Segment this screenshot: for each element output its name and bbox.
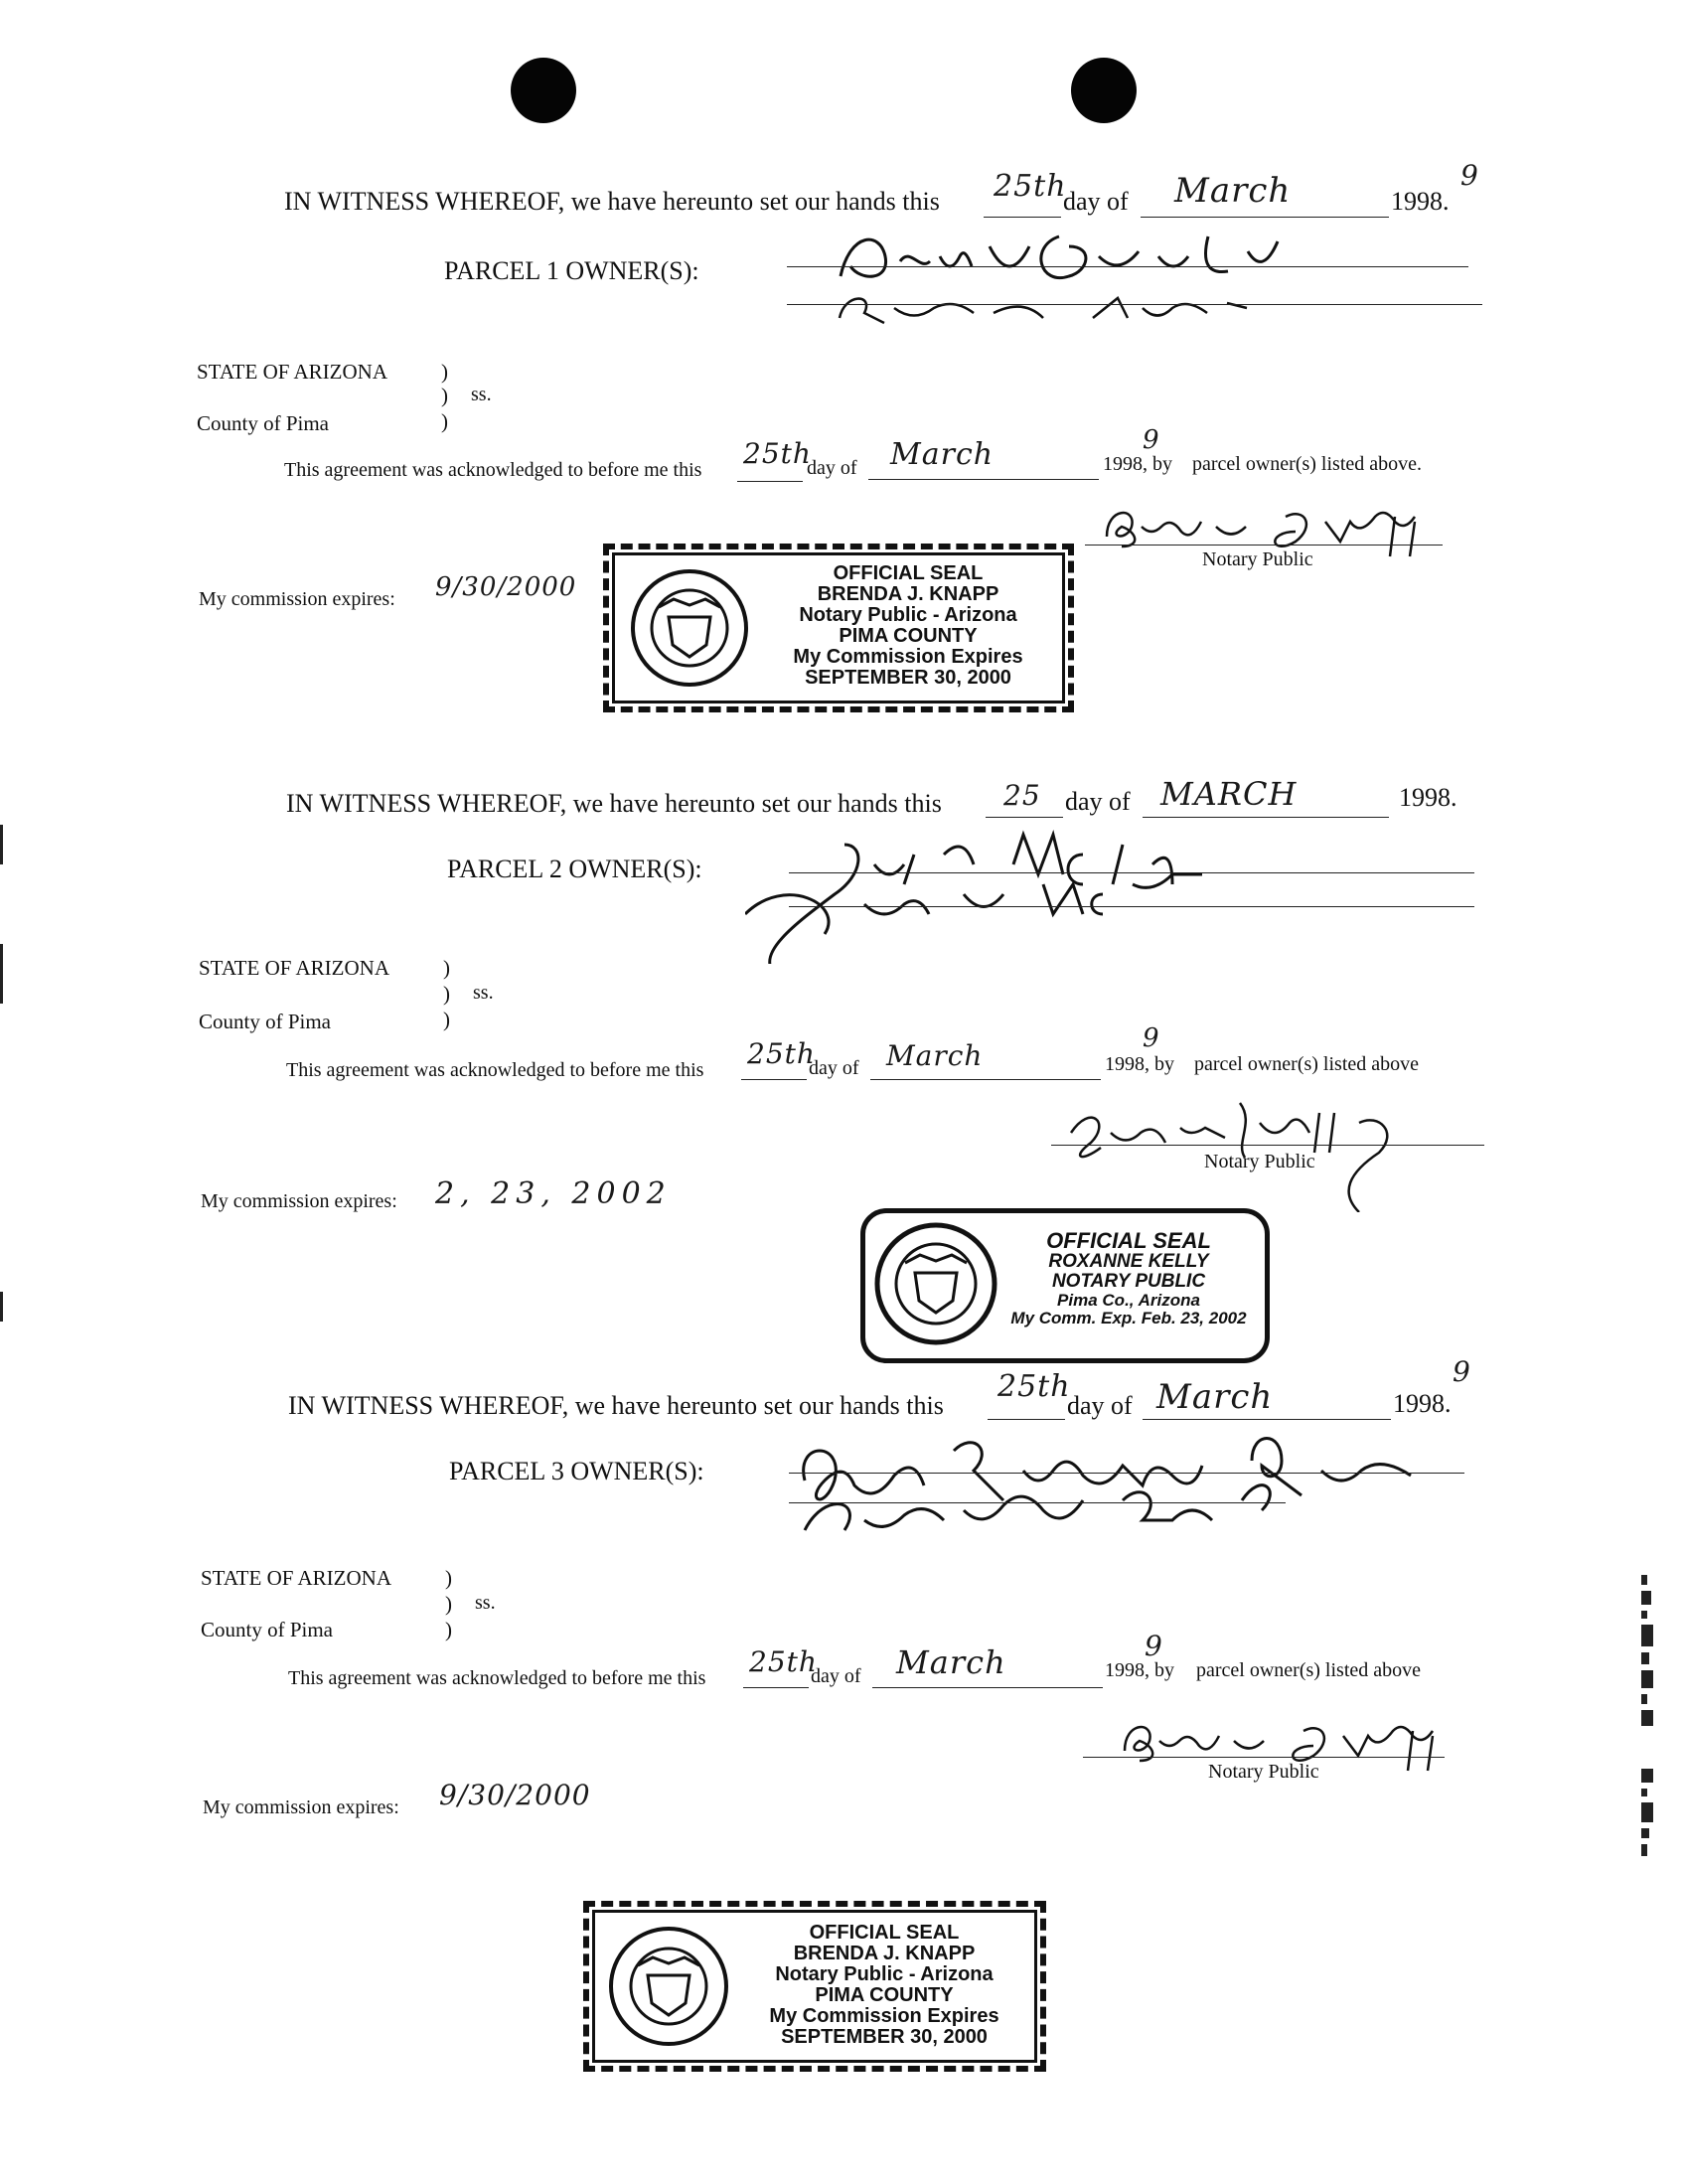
owner-line-1 bbox=[789, 1473, 1464, 1474]
notary-seal-3 bbox=[592, 1910, 1037, 2063]
ack-day-of: day of bbox=[811, 1665, 861, 1687]
ack-year: 1998, by bbox=[1105, 1659, 1174, 1681]
witness-month: March bbox=[1156, 1377, 1274, 1417]
witness-day: 25th bbox=[994, 169, 1067, 204]
seal-line: SEPTEMBER 30, 2000 bbox=[805, 667, 1011, 689]
seal-line: OFFICIAL SEAL bbox=[809, 1922, 960, 1944]
seal-line: OFFICIAL SEAL bbox=[1046, 1228, 1211, 1253]
owner-line-1 bbox=[787, 266, 1468, 267]
notary-label: Notary Public bbox=[1202, 548, 1313, 570]
ack-text: This agreement was acknowledged to before me this bbox=[288, 1667, 706, 1689]
punch-hole-right bbox=[1071, 58, 1137, 123]
seal-line: My Comm. Exp. Feb. 23, 2002 bbox=[1010, 1308, 1247, 1327]
year-correction: 9 bbox=[1453, 1355, 1471, 1388]
ack-day-of: day of bbox=[809, 1057, 859, 1079]
state-seal-emblem bbox=[873, 1221, 998, 1346]
ack-day: 25th bbox=[743, 437, 812, 470]
owner-signature-1 bbox=[831, 227, 1317, 288]
seal-line: Notary Public - Arizona bbox=[799, 604, 1017, 626]
margin-mark bbox=[0, 1292, 3, 1322]
notary-seal-2 bbox=[860, 1208, 1270, 1363]
ack-month: March bbox=[890, 437, 995, 472]
paren: ) bbox=[443, 1008, 450, 1031]
owner-line-2 bbox=[789, 1502, 1286, 1503]
owner-line-2 bbox=[787, 304, 1482, 305]
seal-line: Notary Public - Arizona bbox=[775, 1963, 994, 1985]
witness-month: March bbox=[1174, 171, 1292, 211]
notary-line bbox=[1085, 545, 1443, 546]
witness-text: we have hereunto set our hands this bbox=[570, 187, 940, 216]
state-seal-emblem bbox=[607, 1925, 730, 2048]
ack-day-blank bbox=[741, 1079, 807, 1080]
witness-text: we have hereunto set our hands this bbox=[572, 789, 942, 818]
side-barcode bbox=[1641, 1769, 1657, 1862]
day-blank bbox=[986, 817, 1063, 818]
seal-line: BRENDA J. KNAPP bbox=[817, 583, 999, 605]
seal-line: BRENDA J. KNAPP bbox=[793, 1943, 976, 1964]
owner-signature-1 bbox=[745, 825, 1242, 964]
month-blank bbox=[1141, 217, 1389, 218]
ss-label: ss. bbox=[473, 982, 494, 1004]
day-blank bbox=[988, 1419, 1065, 1420]
commission-value: 9/30/2000 bbox=[435, 572, 577, 602]
state-label: STATE OF ARIZONA bbox=[199, 956, 389, 980]
ack-month: March bbox=[896, 1643, 1006, 1681]
seal-line: NOTARY PUBLIC bbox=[1051, 1271, 1206, 1293]
paren: ) bbox=[443, 982, 450, 1006]
paren: ) bbox=[441, 409, 448, 433]
witness-line bbox=[284, 187, 940, 217]
county-label: County of Pima bbox=[199, 1010, 332, 1033]
state-label: STATE OF ARIZONA bbox=[197, 360, 387, 384]
seal-line: My Commission Expires bbox=[793, 646, 1023, 668]
notary-line bbox=[1083, 1757, 1445, 1758]
witness-lead: IN WITNESS WHEREOF, bbox=[284, 187, 565, 216]
commission-label: My commission expires: bbox=[199, 588, 395, 610]
seal-line: Pima Co., Arizona bbox=[1057, 1290, 1200, 1310]
commission-label: My commission expires: bbox=[203, 1796, 399, 1818]
paren: ) bbox=[441, 360, 448, 384]
ack-month-blank bbox=[870, 1079, 1101, 1080]
witness-day: 25th bbox=[997, 1369, 1071, 1404]
seal-line: ROXANNE KELLY bbox=[1048, 1251, 1209, 1273]
paren: ) bbox=[445, 1566, 452, 1590]
witness-month: MARCH bbox=[1160, 775, 1298, 813]
seal-line: My Commission Expires bbox=[769, 2005, 999, 2027]
ack-tail: parcel owner(s) listed above bbox=[1194, 1053, 1420, 1075]
notary-label: Notary Public bbox=[1204, 1151, 1315, 1172]
margin-mark bbox=[0, 825, 3, 864]
state-label: STATE OF ARIZONA bbox=[201, 1566, 391, 1590]
punch-hole-left bbox=[511, 58, 576, 123]
owner-label: PARCEL 1 OWNER(S): bbox=[444, 256, 699, 285]
witness-year: 1998. bbox=[1391, 187, 1450, 216]
owner-line-2 bbox=[789, 906, 1474, 907]
side-barcode bbox=[1641, 1575, 1657, 1732]
commission-label: My commission expires: bbox=[201, 1190, 397, 1212]
notary-label: Notary Public bbox=[1208, 1761, 1319, 1783]
state-seal-emblem bbox=[629, 567, 750, 689]
notary-line bbox=[1051, 1145, 1484, 1146]
ack-day-blank bbox=[743, 1687, 809, 1688]
ack-year-correction: 9 bbox=[1143, 1023, 1160, 1053]
seal-line: SEPTEMBER 30, 2000 bbox=[781, 2026, 988, 2048]
commission-value: 9/30/2000 bbox=[439, 1779, 591, 1811]
ack-tail: parcel owner(s) listed above bbox=[1196, 1659, 1422, 1681]
paren: ) bbox=[445, 1618, 452, 1641]
county-label: County of Pima bbox=[201, 1618, 334, 1641]
ack-text: This agreement was acknowledged to before me this bbox=[284, 459, 702, 481]
seal-line: OFFICIAL SEAL bbox=[833, 562, 984, 584]
ack-year: 1998, by bbox=[1105, 1053, 1174, 1075]
seal-text bbox=[1004, 1229, 1253, 1327]
witness-text: we have hereunto set our hands this bbox=[574, 1391, 944, 1420]
owner-label: PARCEL 3 OWNER(S): bbox=[449, 1457, 704, 1485]
ack-year-correction: 9 bbox=[1143, 425, 1160, 455]
witness-year: 1998. bbox=[1393, 1389, 1452, 1418]
witness-year: 1998. bbox=[1399, 783, 1457, 812]
owner-signature-1 bbox=[785, 1421, 1441, 1540]
ack-day: 25th bbox=[749, 1645, 818, 1678]
commission-value: 2, 23, 2002 bbox=[435, 1176, 672, 1211]
ack-year: 1998, by bbox=[1103, 453, 1172, 475]
month-blank bbox=[1143, 1419, 1391, 1420]
ack-day-blank bbox=[737, 481, 803, 482]
witness-line bbox=[286, 789, 942, 819]
seal-text bbox=[764, 563, 1052, 689]
ss-label: ss. bbox=[475, 1592, 496, 1614]
day-blank bbox=[984, 217, 1061, 218]
ack-text: This agreement was acknowledged to before me this bbox=[286, 1059, 704, 1081]
paren: ) bbox=[441, 384, 448, 407]
paren: ) bbox=[445, 1592, 452, 1616]
seal-line: PIMA COUNTY bbox=[839, 625, 978, 647]
seal-text bbox=[740, 1923, 1028, 2048]
witness-lead: IN WITNESS WHEREOF, bbox=[286, 789, 567, 818]
margin-mark bbox=[0, 944, 3, 1004]
day-of-label: day of bbox=[1063, 187, 1129, 216]
ack-day: 25th bbox=[747, 1037, 816, 1070]
year-correction: 9 bbox=[1460, 159, 1479, 192]
month-blank bbox=[1143, 817, 1389, 818]
ack-month-blank bbox=[868, 479, 1099, 480]
owner-signature-2 bbox=[835, 288, 1272, 328]
ack-month: March bbox=[886, 1039, 984, 1072]
witness-day: 25 bbox=[1003, 779, 1041, 812]
day-of-label: day of bbox=[1065, 787, 1131, 816]
seal-line: PIMA COUNTY bbox=[815, 1984, 954, 2006]
witness-lead: IN WITNESS WHEREOF, bbox=[288, 1391, 569, 1420]
county-label: County of Pima bbox=[197, 411, 330, 435]
notary-seal-1 bbox=[612, 552, 1065, 703]
ss-label: ss. bbox=[471, 384, 492, 405]
day-of-label: day of bbox=[1067, 1391, 1133, 1420]
owner-label: PARCEL 2 OWNER(S): bbox=[447, 855, 702, 883]
owner-line-1 bbox=[789, 872, 1474, 873]
ack-day-of: day of bbox=[807, 457, 857, 479]
paren: ) bbox=[443, 956, 450, 980]
ack-month-blank bbox=[872, 1687, 1103, 1688]
ack-tail: parcel owner(s) listed above. bbox=[1192, 453, 1423, 475]
ack-year-correction: 9 bbox=[1145, 1630, 1163, 1662]
witness-line bbox=[288, 1391, 944, 1421]
